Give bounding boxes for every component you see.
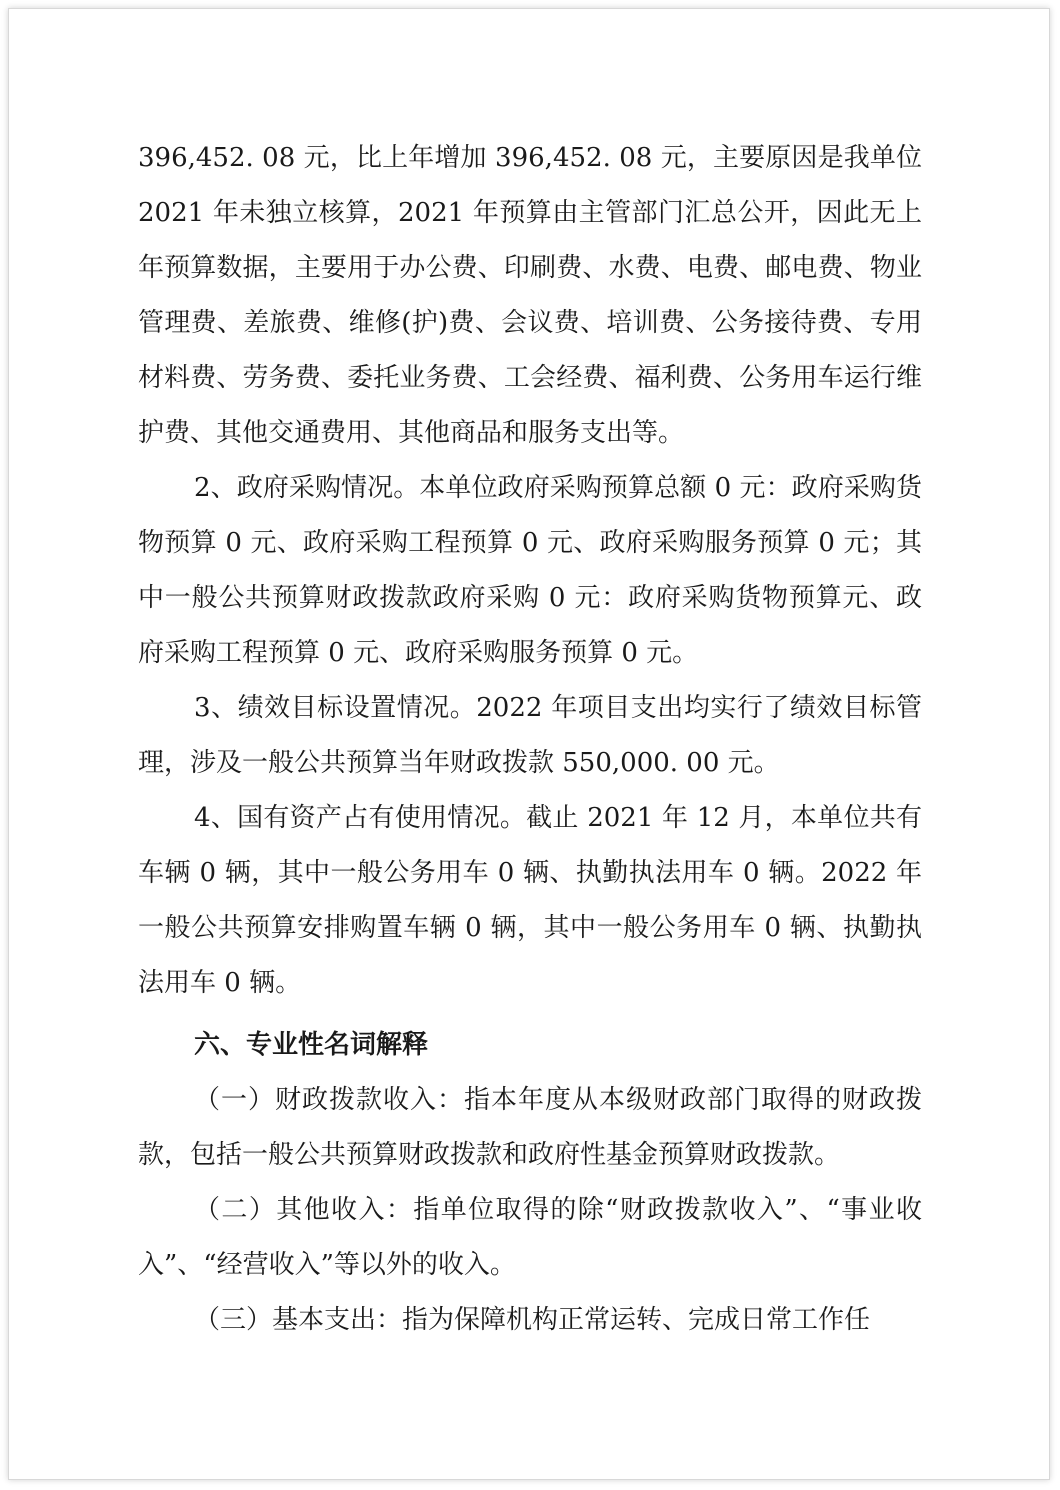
section-heading-terminology: 六、专业性名词解释	[194, 1030, 429, 1060]
paragraph-state-assets: 4、国有资产占有使用情况。截止 2021 年 12 月，本单位共有车辆 0 辆，其中一般公务用车 0 辆、执勤执法用车 0 辆。2022 年一般公共预算安排购置车辆 0 辆，其中一般公务用车 0 辆、执勤执法用车 0 辆。	[138, 803, 922, 998]
definition-other-income: （二）其他收入：指单位取得的除“财政拨款收入”、“事业收入”、“经营收入”等以外的收入。	[138, 1195, 922, 1280]
paragraph-government-procurement: 2、政府采购情况。本单位政府采购预算总额 0 元：政府采购货物预算 0 元、政府采购工程预算 0 元、政府采购服务预算 0 元；其中一般公共预算财政拨款政府采购 0 元：政府采购货物预算元、政府采购工程预算 0 元、政府采购服务预算 0 元。	[138, 473, 922, 668]
paragraph-expenditure-continued: 396,452. 08 元，比上年增加 396,452. 08 元，主要原因是我单位 2021 年未独立核算，2021 年预算由主管部门汇总公开，因此无上年预算数据，主要用于办公费、印刷费、水费、电费、邮电费、物业管理费、差旅费、维修(护)费、会议费、培训费、公务接待费、专用材料费、劳务费、委托业务费、工会经费、福利费、公务用车运行维护费、其他交通费用、其他商品和服务支出等。	[138, 143, 922, 448]
definition-basic-expenditure: （三）基本支出：指为保障机构正常运转、完成日常工作任	[194, 1305, 871, 1335]
paragraph-performance-targets: 3、绩效目标设置情况。2022 年项目支出均实行了绩效目标管理，涉及一般公共预算当年财政拨款 550,000. 00 元。	[138, 693, 922, 778]
definition-fiscal-appropriation-income: （一）财政拨款收入：指本年度从本级财政部门取得的财政拨款，包括一般公共预算财政拨款和政府性基金预算财政拨款。	[138, 1085, 922, 1170]
document-body	[138, 131, 922, 1348]
